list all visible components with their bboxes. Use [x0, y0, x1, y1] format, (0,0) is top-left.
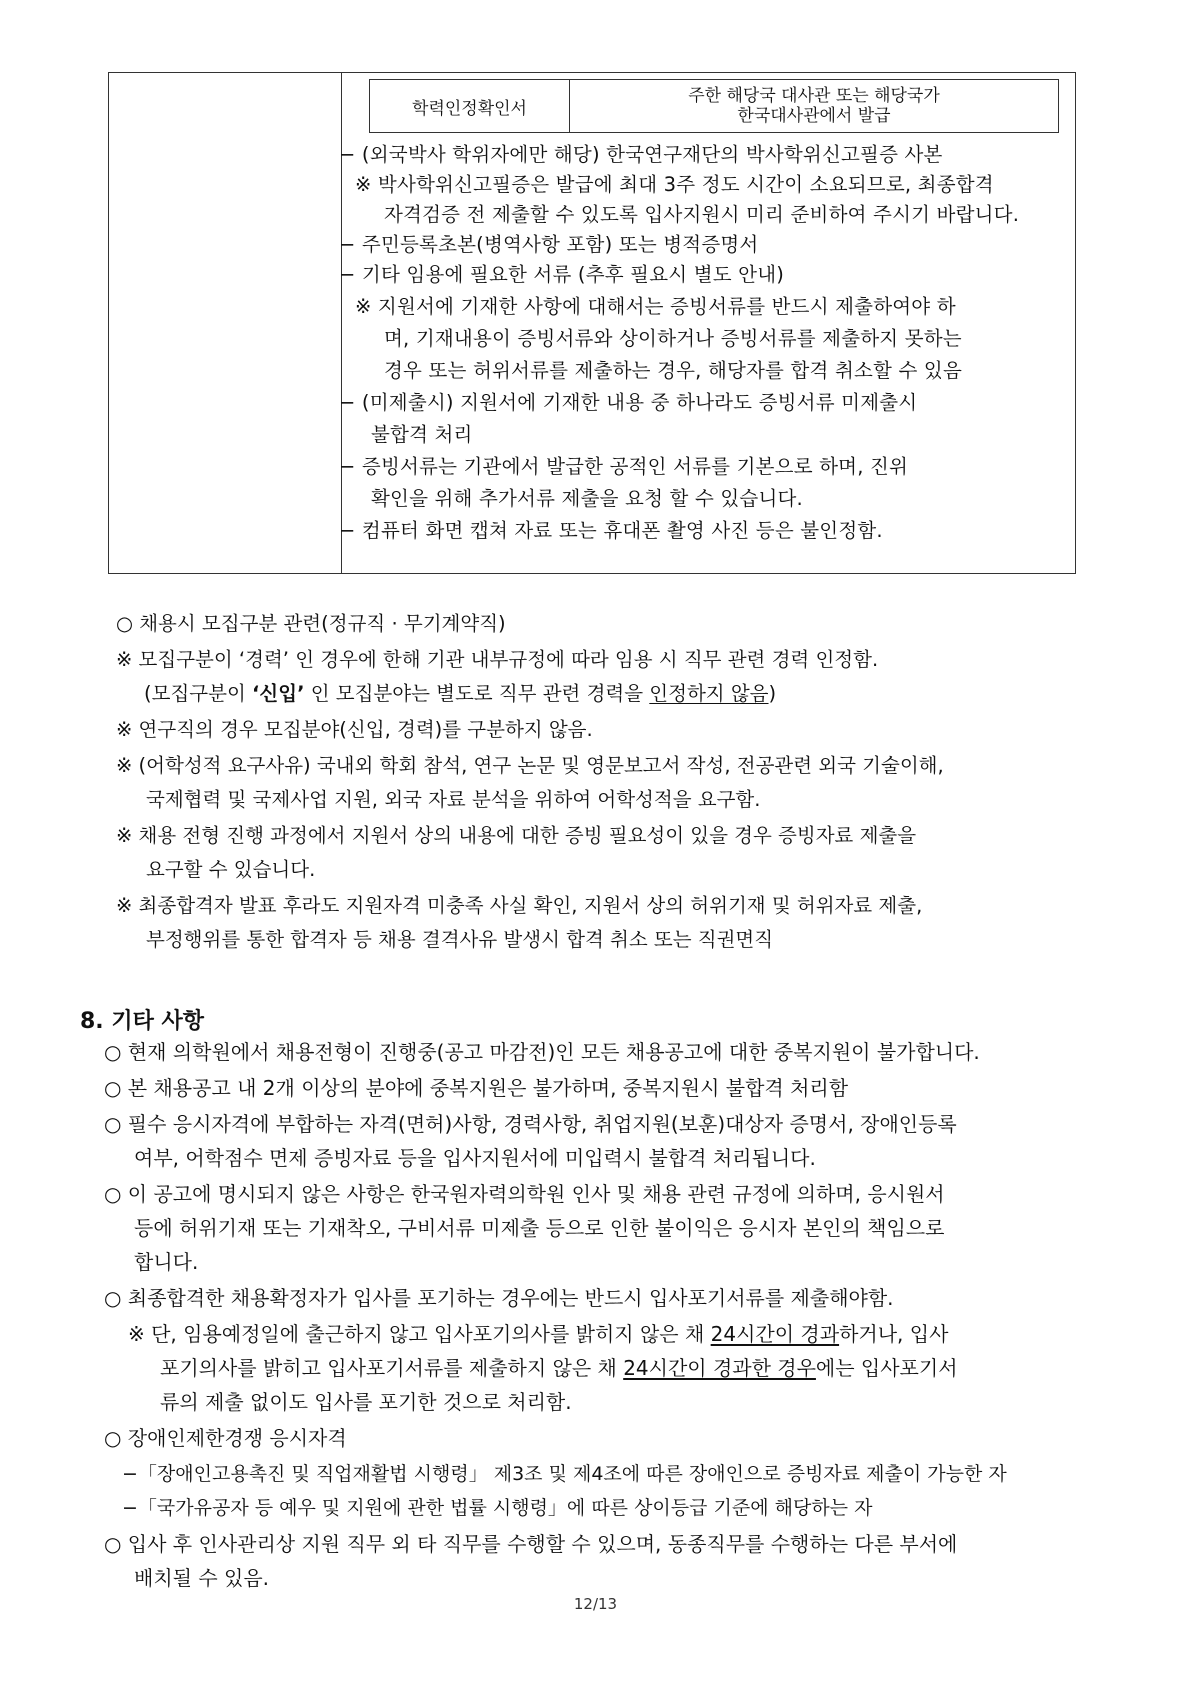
issuer-line-2: 한국대사관에서 발급: [737, 106, 891, 126]
section-item-continued: 배치될 수 있음.: [134, 1566, 269, 1590]
recruit-note-continued: 요구할 수 있습니다.: [146, 858, 316, 881]
section-subnote-continued: 포기의사를 밝히고 입사포기서류를 제출하지 않은 채 24시간이 경과한 경우에는 입사포기서: [160, 1356, 958, 1380]
certificate-table: [369, 79, 1059, 133]
table-line: − (외국박사 학위자에만 해당) 한국연구재단의 박사학위신고필증 사본: [339, 143, 943, 166]
recruit-note-continued: 국제협력 및 국제사업 지원, 외국 자료 분석을 위하여 어학성적을 요구함.: [146, 788, 761, 811]
section-item: ○ 최종합격한 채용확정자가 입사를 포기하는 경우에는 반드시 입사포기서류를 제출해야함.: [104, 1286, 894, 1310]
recruit-bullet: ○ 채용시 모집구분 관련(정규직 · 무기계약직): [116, 612, 506, 635]
section-item: ○ 필수 응시자격에 부합하는 자격(면허)사항, 경력사항, 취업지원(보훈)대상자 증명서, 장애인등록: [104, 1112, 957, 1136]
section-subitem: −「국가유공자 등 예우 및 지원에 관한 법률 시행령」에 따른 상이등급 기준에 해당하는 자: [122, 1497, 873, 1519]
table-line: ※ 박사학위신고필증은 발급에 최대 3주 정도 시간이 소요되므로, 최종합격: [355, 173, 994, 196]
section-item: ○ 본 채용공고 내 2개 이상의 분야에 중복지원은 불가하며, 중복지원시 불합격 처리함: [104, 1076, 849, 1100]
section-item-continued: 등에 허위기재 또는 기재착오, 구비서류 미제출 등으로 인한 불이익은 응시자 본인의 책임으로: [134, 1216, 945, 1240]
section-heading: 8. 기타 사항: [80, 1009, 204, 1034]
section-subnote-continued: 류의 제출 없이도 입사를 포기한 것으로 처리함.: [160, 1390, 572, 1414]
recruit-note: ※ 모집구분이 ‘경력’ 인 경우에 한해 기관 내부규정에 따라 임용 시 직무 관련 경력 인정함.: [116, 648, 879, 671]
section-item-continued: 합니다.: [134, 1250, 199, 1274]
recruit-note-continued: (모집구분이 ‘신입’ 인 모집분야는 별도로 직무 관련 경력을 인정하지 않음): [144, 682, 777, 705]
table-line: − 증빙서류는 기관에서 발급한 공적인 서류를 기본으로 하며, 진위: [339, 455, 909, 478]
section-item: ○ 현재 의학원에서 채용전형이 진행중(공고 마감전)인 모든 채용공고에 대한 중복지원이 불가합니다.: [104, 1040, 980, 1064]
section-item: ○ 입사 후 인사관리상 지원 직무 외 타 직무를 수행할 수 있으며, 동종직무를 수행하는 다른 부서에: [104, 1532, 958, 1556]
section-subnote: ※ 단, 임용예정일에 출근하지 않고 입사포기의사를 밝히지 않은 채 24시간이 경과하거나, 입사: [128, 1322, 949, 1346]
table-line: − (미제출시) 지원서에 기재한 내용 중 하나라도 증빙서류 미제출시: [339, 391, 918, 414]
not-recognized-underline: 인정하지 않음: [649, 682, 769, 705]
recruit-note: ※ 채용 전형 진행 과정에서 지원서 상의 내용에 대한 증빙 필요성이 있을 경우 증빙자료 제출을: [116, 824, 917, 847]
section-subitem: −「장애인고용촉진 및 직업재활법 시행령」 제3조 및 제4조에 따른 장애인으로 증빙자료 제출이 가능한 자: [122, 1463, 1007, 1485]
deadline-underline: 24시간이 경과한 경우: [623, 1356, 816, 1380]
certificate-issuer-cell: [570, 80, 1058, 132]
table-line: 며, 기재내용이 증빙서류와 상이하거나 증빙서류를 제출하지 못하는: [384, 327, 962, 350]
deadline-underline: 24시간이 경과: [710, 1322, 840, 1346]
section-item: ○ 이 공고에 명시되지 않은 사항은 한국원자력의학원 인사 및 채용 관련 규정에 의하며, 응시원서: [104, 1182, 945, 1206]
table-line: − 컴퓨터 화면 캡쳐 자료 또는 휴대폰 촬영 사진 등은 불인정함.: [339, 519, 883, 542]
table-line: 자격검증 전 제출할 수 있도록 입사지원시 미리 준비하여 주시기 바랍니다.: [384, 203, 1020, 226]
section-item-continued: 여부, 어학점수 면제 증빙자료 등을 입사지원서에 미입력시 불합격 처리됩니다.: [134, 1146, 816, 1170]
table-line: − 주민등록초본(병역사항 포함) 또는 병적증명서: [339, 233, 759, 256]
recruit-note: ※ 연구직의 경우 모집분야(신입, 경력)를 구분하지 않음.: [116, 718, 593, 741]
certificate-label-cell: [370, 80, 570, 132]
recruit-note-continued: 부정행위를 통한 합격자 등 채용 결격사유 발생시 합격 취소 또는 직권면직: [146, 928, 774, 951]
certificate-label: 학력인정확인서: [412, 98, 527, 119]
recruit-note: ※ (어학성적 요구사유) 국내외 학회 참석, 연구 논문 및 영문보고서 작성, 전공관련 외국 기술이해,: [116, 754, 944, 777]
new-hire-emphasis: ‘신입’: [252, 682, 305, 705]
table-line: 불합격 처리: [371, 423, 473, 446]
recruit-note: ※ 최종합격자 발표 후라도 지원자격 미충족 사실 확인, 지원서 상의 허위기재 및 허위자료 제출,: [116, 894, 923, 917]
issuer-line-1: 주한 해당국 대사관 또는 해당국가: [688, 86, 940, 106]
section-item: ○ 장애인제한경쟁 응시자격: [104, 1426, 347, 1450]
table-line: 확인을 위해 추가서류 제출을 요청 할 수 있습니다.: [371, 487, 803, 510]
table-line: ※ 지원서에 기재한 사항에 대해서는 증빙서류를 반드시 제출하여야 하: [355, 295, 956, 318]
table-line: 경우 또는 허위서류를 제출하는 경우, 해당자를 합격 취소할 수 있음: [384, 359, 962, 382]
required-documents-table: [108, 72, 1076, 574]
table-line: − 기타 임용에 필요한 서류 (추후 필요시 별도 안내): [339, 263, 785, 286]
page-number: 12/13: [573, 1595, 618, 1613]
